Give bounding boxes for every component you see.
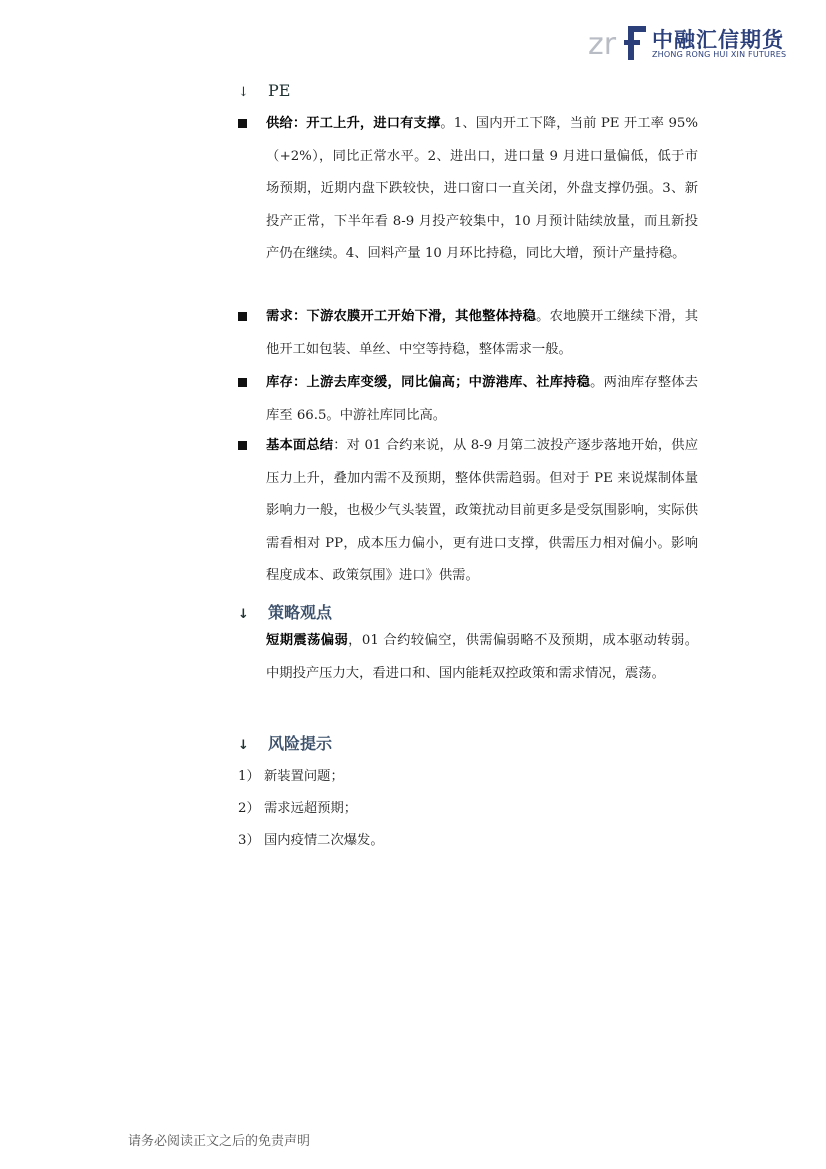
- logo-mark-icon: [588, 20, 648, 62]
- down-arrow-icon: ↓: [238, 738, 249, 753]
- square-bullet-icon: [238, 441, 247, 450]
- disclaimer-footer: 请务必阅读正文之后的免责声明: [128, 1134, 311, 1149]
- paragraph-text: 。1、国内开工下降，当前 PE 开工率 95%（+2%），同比正常水平。2、进出口，进口量 9 月进口量偏低，低于市场预期，近期内盘下跌较快，进口窗口一直关闭，外盘支撑仍强。3、新投产正常，下半年看 8-9 月投产较集中，10 月预计陆续放量，而且新投产仍在继续。4、回料产量 10 月环比持稳，同比大增，预计产量持稳。: [266, 116, 698, 261]
- paragraph-text: ：对 01 合约来说，从 8-9 月第二波投产逐步落地开始，供应压力上升，叠加内需不及预期，整体供需趋弱。但对于 PE 来说煤制体量影响力一般，也极少气头装置，政策扰动目前更多是受氛围影响，实际供需看相对 PP，成本压力偏小，更有进口支撑，供需压力相对偏小。影响程度成本、政策氛围》进口》供需。: [266, 438, 698, 583]
- paragraph-supply: [266, 108, 698, 271]
- square-bullet-icon: [238, 378, 247, 387]
- bold-label: 基本面总结: [266, 438, 334, 453]
- bold-label: 短期震荡偏弱: [266, 633, 349, 648]
- svg-text:zr: zr: [588, 27, 617, 62]
- bold-label: 需求：下游农膜开工开始下滑，其他整体持稳: [266, 309, 537, 324]
- paragraph-demand: [266, 301, 698, 366]
- down-arrow-icon: ↓: [238, 607, 249, 622]
- section-title: 策略观点: [268, 603, 333, 622]
- bullet-inventory: [238, 367, 698, 432]
- paragraph-text: 。两油库存整体去库至 66.5。中游社库同比高。: [266, 375, 699, 423]
- section-title: 风险提示: [268, 734, 333, 753]
- risk-item: 3） 国内疫情二次爆发。: [238, 833, 384, 848]
- bold-label: 库存：上游去库变缓，同比偏高；中游港库、社库持稳: [266, 375, 591, 390]
- paragraph-text: 。农地膜开工继续下滑，其他开工如包装、单丝、中空等持稳，整体需求一般。: [266, 309, 699, 357]
- bullet-supply: [238, 108, 698, 271]
- logo-english-name: ZHONG RONG HUI XIN FUTURES: [652, 50, 787, 59]
- bold-label: 供给：开工上升，进口有支撑: [266, 116, 441, 131]
- risk-item: 1） 新装置问题；: [238, 769, 344, 784]
- company-logo: [588, 18, 788, 66]
- square-bullet-icon: [238, 312, 247, 321]
- logo-chinese-name: 中融汇信期货: [652, 28, 784, 52]
- strategy-block: [266, 625, 698, 690]
- paragraph-text: ，01 合约较偏空，供需偏弱略不及预期，成本驱动转弱。中期投产压力大，看进口和、国内能耗双控政策和需求情况，震荡。: [266, 633, 698, 681]
- section-title: PE: [268, 81, 291, 100]
- paragraph-inventory: [266, 367, 698, 432]
- risk-item: 2） 需求远超预期；: [238, 801, 358, 816]
- bullet-demand: [238, 301, 698, 366]
- section-heading-strategy: [238, 600, 332, 623]
- section-heading-pe: [238, 81, 290, 100]
- down-arrow-icon: ↓: [238, 85, 249, 100]
- square-bullet-icon: [238, 119, 247, 128]
- paragraph-fundamental: [266, 430, 698, 593]
- section-heading-risk: [238, 731, 332, 754]
- paragraph-strategy: [266, 625, 698, 690]
- bullet-fundamental: [238, 430, 698, 593]
